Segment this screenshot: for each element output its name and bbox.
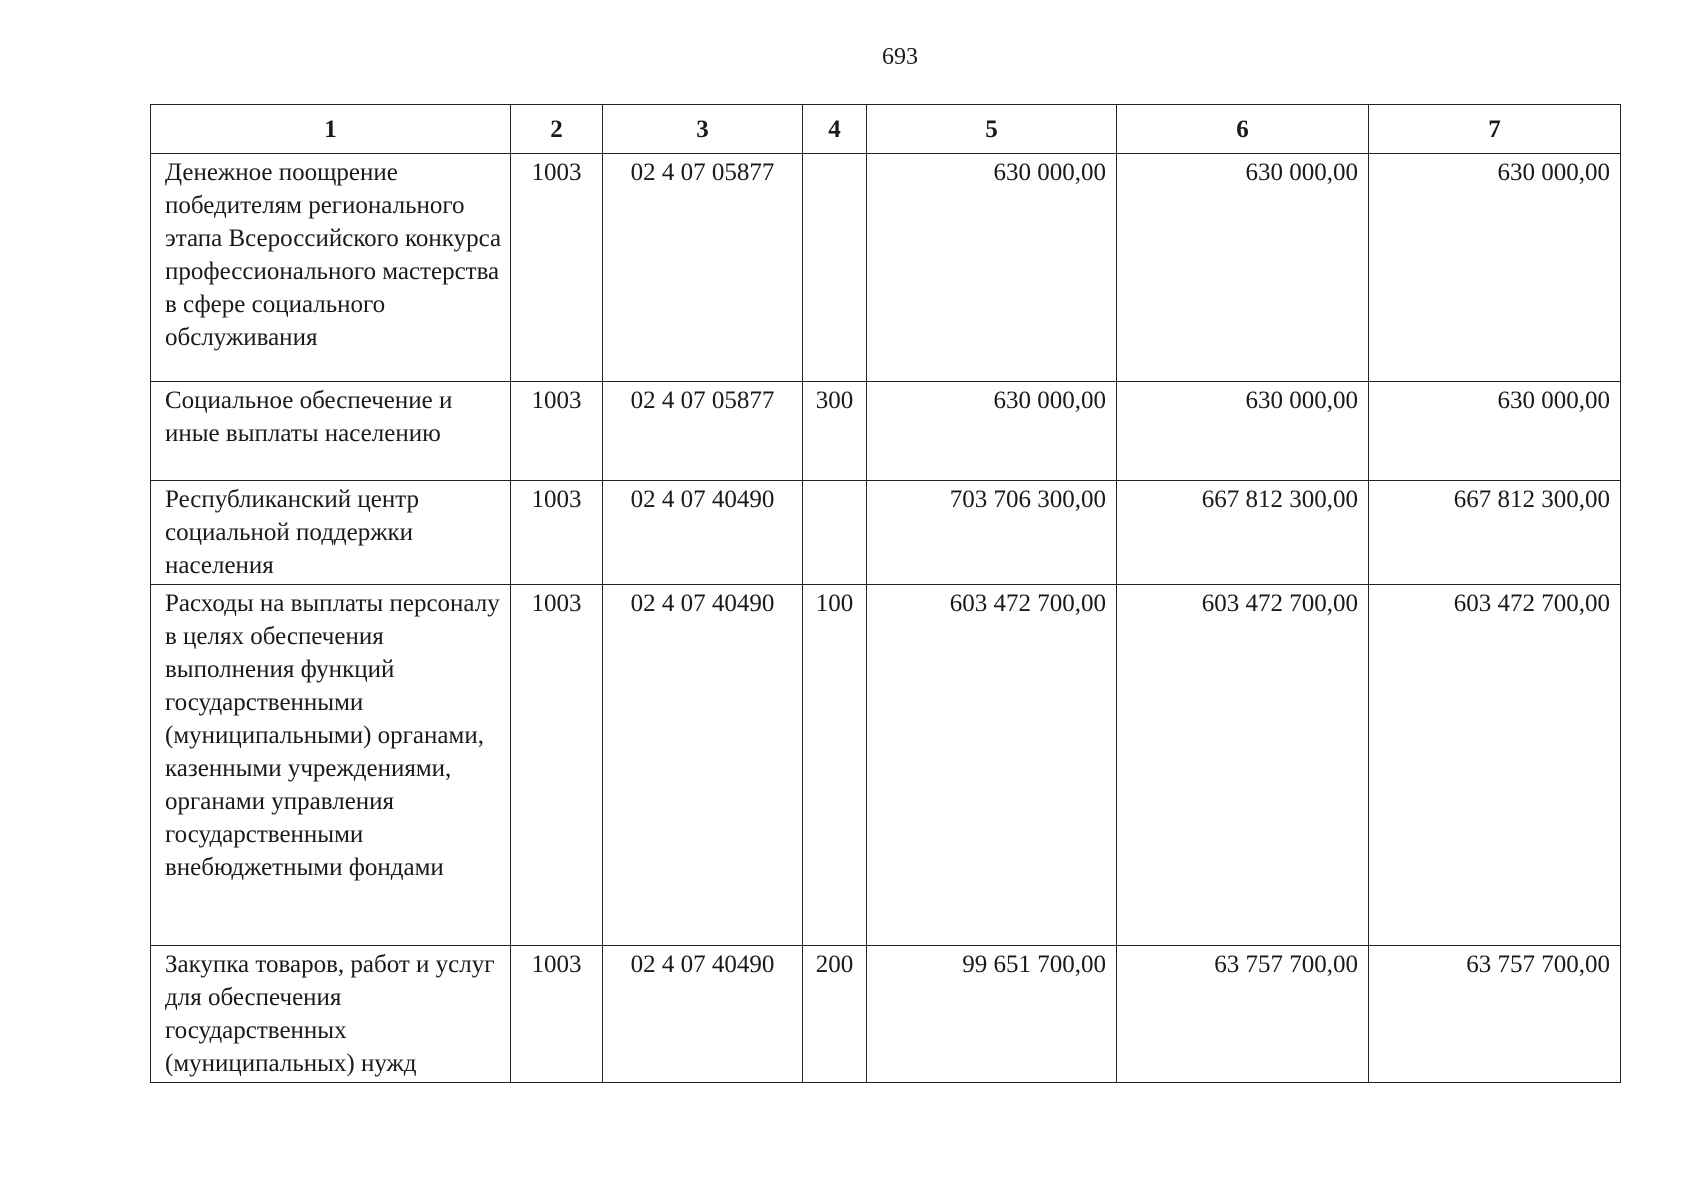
row-name: Денежное поощрение победителям регионального этапа Всероссийского конкурса профессионального мастерства в сфере социального обслуживания	[151, 154, 511, 382]
table-row	[151, 585, 1621, 946]
row-value-7: 603 472 700,00	[1369, 585, 1621, 946]
row-value-7: 667 812 300,00	[1369, 481, 1621, 585]
row-section-code: 1003	[511, 481, 603, 585]
row-name: Республиканский центр социальной поддержки населения	[151, 481, 511, 585]
row-value-6: 630 000,00	[1117, 382, 1369, 481]
table-row	[151, 946, 1621, 1083]
page-number: 693	[882, 44, 918, 70]
row-expense-type	[803, 481, 867, 585]
row-expense-type: 200	[803, 946, 867, 1083]
row-name: Социальное обеспечение и иные выплаты населению	[151, 382, 511, 481]
row-value-5: 603 472 700,00	[867, 585, 1117, 946]
row-section-code: 1003	[511, 382, 603, 481]
row-value-5: 630 000,00	[867, 154, 1117, 382]
row-value-5: 703 706 300,00	[867, 481, 1117, 585]
column-header-5: 5	[867, 105, 1117, 154]
row-target-code: 02 4 07 05877	[603, 382, 803, 481]
row-value-6: 667 812 300,00	[1117, 481, 1369, 585]
row-section-code: 1003	[511, 585, 603, 946]
row-value-5: 630 000,00	[867, 382, 1117, 481]
row-target-code: 02 4 07 40490	[603, 481, 803, 585]
row-value-6: 63 757 700,00	[1117, 946, 1369, 1083]
row-target-code: 02 4 07 40490	[603, 585, 803, 946]
row-value-6: 630 000,00	[1117, 154, 1369, 382]
column-header-7: 7	[1369, 105, 1621, 154]
row-target-code: 02 4 07 40490	[603, 946, 803, 1083]
row-name: Закупка товаров, работ и услуг для обеспечения государственных (муниципальных) нужд	[151, 946, 511, 1083]
row-value-7: 63 757 700,00	[1369, 946, 1621, 1083]
table-row	[151, 481, 1621, 585]
row-expense-type: 300	[803, 382, 867, 481]
row-value-7: 630 000,00	[1369, 382, 1621, 481]
column-header-2: 2	[511, 105, 603, 154]
table-row	[151, 154, 1621, 382]
row-section-code: 1003	[511, 946, 603, 1083]
row-value-6: 603 472 700,00	[1117, 585, 1369, 946]
row-value-5: 99 651 700,00	[867, 946, 1117, 1083]
column-header-1: 1	[151, 105, 511, 154]
budget-table	[150, 104, 1621, 1083]
column-header-4: 4	[803, 105, 867, 154]
column-header-6: 6	[1117, 105, 1369, 154]
row-value-7: 630 000,00	[1369, 154, 1621, 382]
column-header-3: 3	[603, 105, 803, 154]
row-expense-type: 100	[803, 585, 867, 946]
row-expense-type	[803, 154, 867, 382]
row-section-code: 1003	[511, 154, 603, 382]
table-row	[151, 382, 1621, 481]
header-row	[151, 105, 1621, 154]
row-name: Расходы на выплаты персоналу в целях обеспечения выполнения функций государственными (муниципальными) органами, казенными учреждениями, органами управления государственными внебюджетными фондами	[151, 585, 511, 946]
row-target-code: 02 4 07 05877	[603, 154, 803, 382]
